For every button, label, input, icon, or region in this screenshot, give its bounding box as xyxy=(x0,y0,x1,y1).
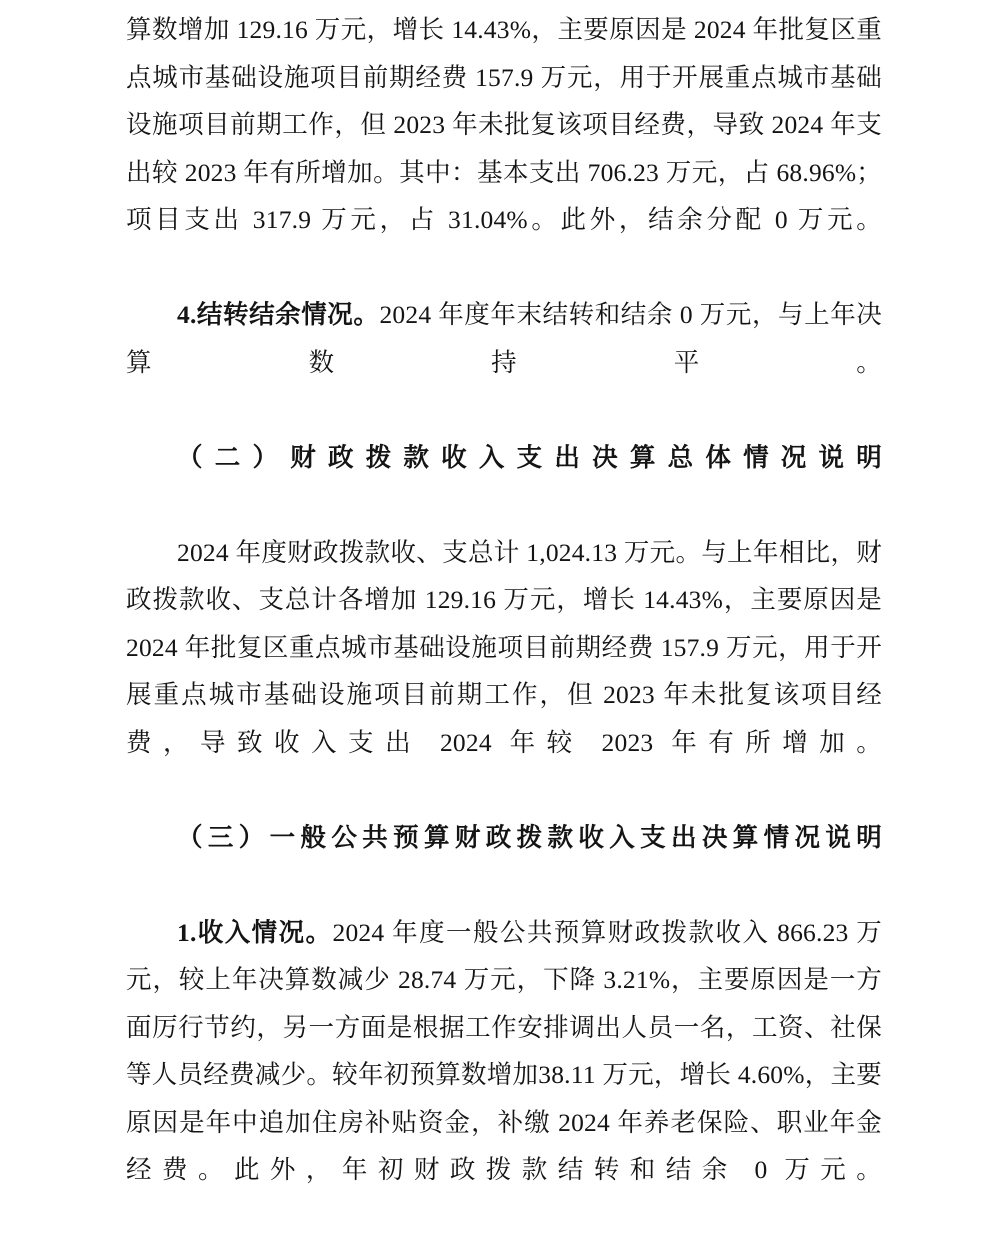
section-heading-text: （三）一般公共预算财政拨款收入支出决算情况说明 xyxy=(177,823,882,852)
section-heading-three xyxy=(126,814,882,909)
paragraph-carryover-balance xyxy=(126,291,882,434)
section-heading-text: （二）财政拨款收入支出决算总体情况说明 xyxy=(177,443,882,472)
paragraph-heading: 4.结转结余情况。 xyxy=(177,300,379,329)
paragraph-text: 2024 年度年末结转和结余 0 万元，与上年决算数持平。 xyxy=(126,300,882,377)
paragraph-revenue-situation xyxy=(126,909,882,1241)
section-heading-two xyxy=(126,434,882,529)
paragraph-heading: 1.收入情况。 xyxy=(177,918,333,947)
paragraph-continuation xyxy=(126,6,882,291)
paragraph-fiscal-appropriation-total xyxy=(126,529,882,814)
paragraph-text: 2024 年度一般公共预算财政拨款收入 866.23 万元，较上年决算数减少 28.74 万元，下降 3.21%，主要原因是一方面厉行节约，另一方面是根据工作安排调出人员一名，工资、社保等人员经费减少。较年初预算数增加38.11 万元，增长 4.60%，主要原因是年中追加住房补贴资金，补缴 2024 年养老保险、职业年金经费。此外，年初财政拨款结转和结余 0 万元。 xyxy=(126,918,882,1185)
paragraph-text: 算数增加 129.16 万元，增长 14.43%，主要原因是 2024 年批复区重点城市基础设施项目前期经费 157.9 万元，用于开展重点城市基础设施项目前期工作，但 2023 年未批复该项目经费，导致 2024 年支出较 2023 年有所增加。其中：基本支出 706.23 万元，占 68.96%；项目支出 317.9 万元，占 31.04%。此外，结余分配 0 万元。 xyxy=(126,15,882,234)
paragraph-text: 2024 年度财政拨款收、支总计 1,024.13 万元。与上年相比，财政拨款收、支总计各增加 129.16 万元，增长 14.43%，主要原因是 2024 年批复区重点城市基础设施项目前期经费 157.9 万元，用于开展重点城市基础设施项目前期工作，但 2023 年未批复该项目经费，导致收入支出 2024 年较 2023 年有所增加。 xyxy=(126,538,882,757)
